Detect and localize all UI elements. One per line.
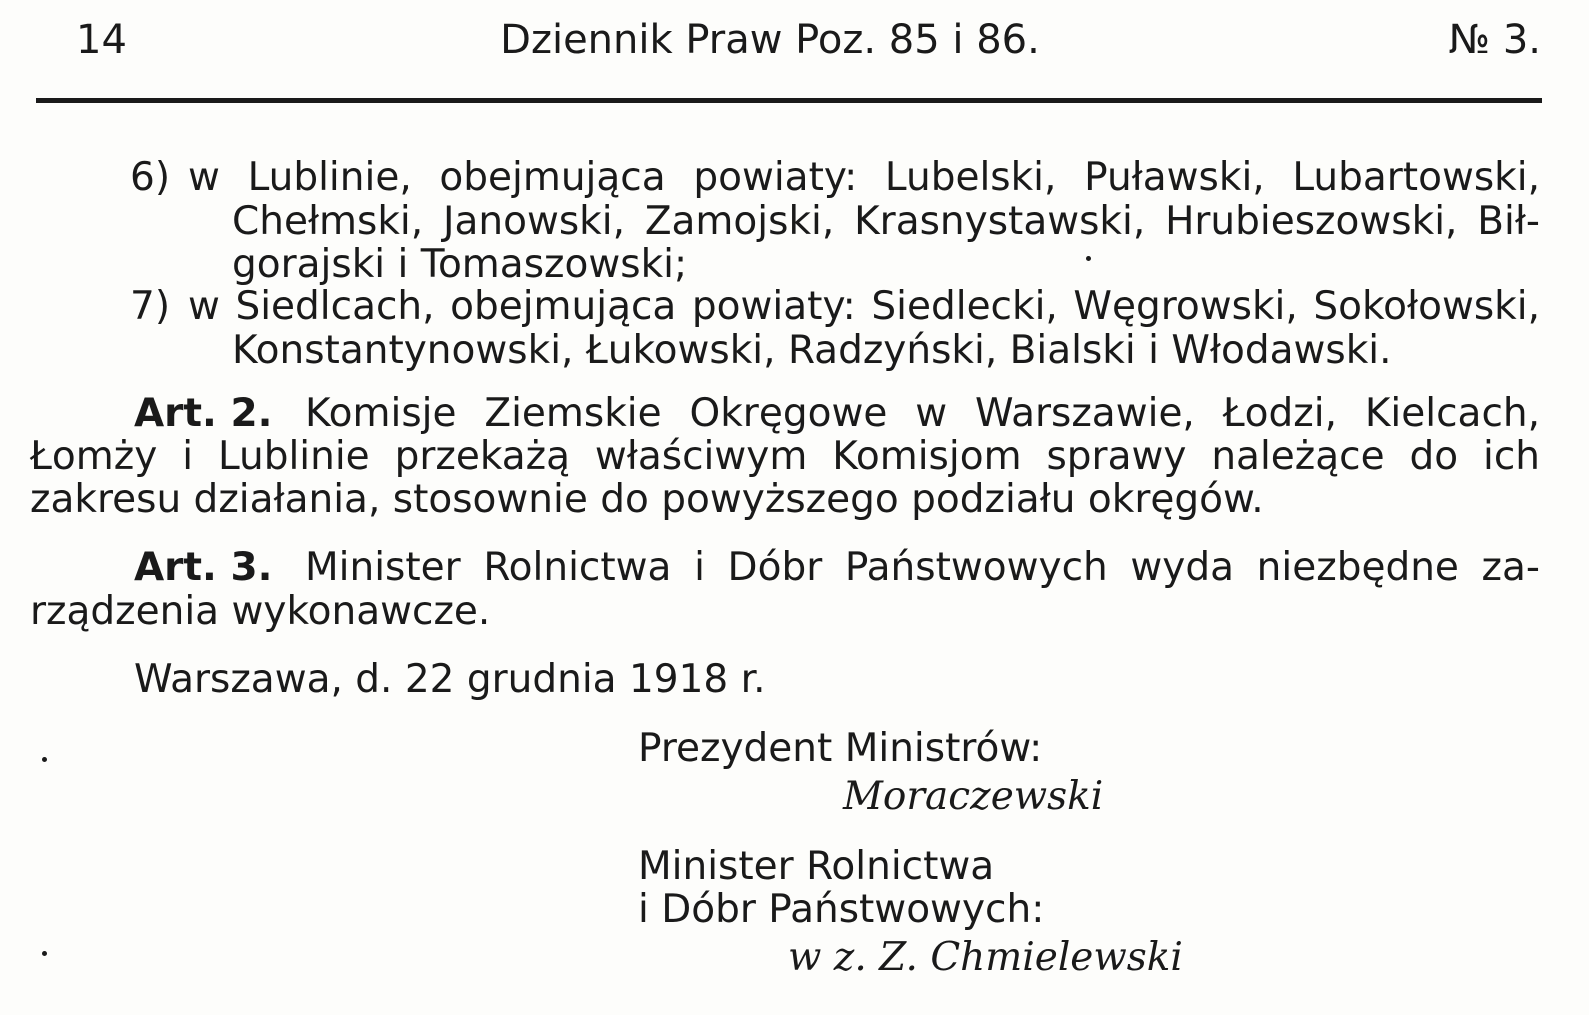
list-item-number: 6)	[130, 155, 171, 200]
list-item-line: gorajski i Tomaszowski;	[232, 242, 688, 287]
list-item-line: Chełmski, Janowski, Zamojski, Krasnystawski, Hrubieszowski, Bił-	[232, 199, 1540, 244]
list-item-number: 7)	[130, 284, 171, 329]
minister-title-line-2: i Dóbr Państwowych:	[638, 887, 1045, 932]
minister-title-line-1: Minister Rolnictwa	[638, 844, 995, 889]
article-2-line: Łomży i Lublinie przekażą właściwym Komisjom sprawy należące do ich	[30, 434, 1540, 479]
article-3-line: Minister Rolnictwa i Dóbr Państwowych wyda niezbędne za-	[305, 545, 1540, 590]
article-3-line: rządzenia wykonawcze.	[30, 589, 491, 634]
issue-number: № 3.	[1448, 17, 1541, 63]
scan-speck	[1086, 256, 1091, 261]
list-item-line: w Lublinie, obejmująca powiaty: Lubelski, Puławski, Lubartowski,	[188, 155, 1540, 200]
article-3-label: Art. 3.	[134, 545, 273, 590]
article-2-line: Komisje Ziemskie Okręgowe w Warszawie, Łodzi, Kielcach,	[305, 391, 1540, 436]
president-signature: Moraczewski	[843, 774, 1104, 819]
list-item-line: w Siedlcach, obejmująca powiaty: Siedlecki, Węgrowski, Sokołowski,	[188, 284, 1540, 329]
list-item-line: Konstantynowski, Łukowski, Radzyński, Bialski i Włodawski.	[232, 328, 1392, 373]
article-2-line: zakresu działania, stosownie do powyższego podziału okręgów.	[30, 477, 1264, 522]
scan-speck	[42, 757, 47, 762]
journal-title: Dziennik Praw Poz. 85 i 86.	[500, 17, 1040, 63]
place-date: Warszawa, d. 22 grudnia 1918 r.	[134, 657, 766, 702]
header-rule	[36, 98, 1542, 103]
page-number: 14	[76, 17, 127, 63]
scan-speck	[42, 951, 47, 956]
article-2-label: Art. 2.	[134, 391, 273, 436]
minister-signature: w z. Z. Chmielewski	[788, 935, 1183, 980]
president-title: Prezydent Ministrów:	[638, 726, 1043, 771]
